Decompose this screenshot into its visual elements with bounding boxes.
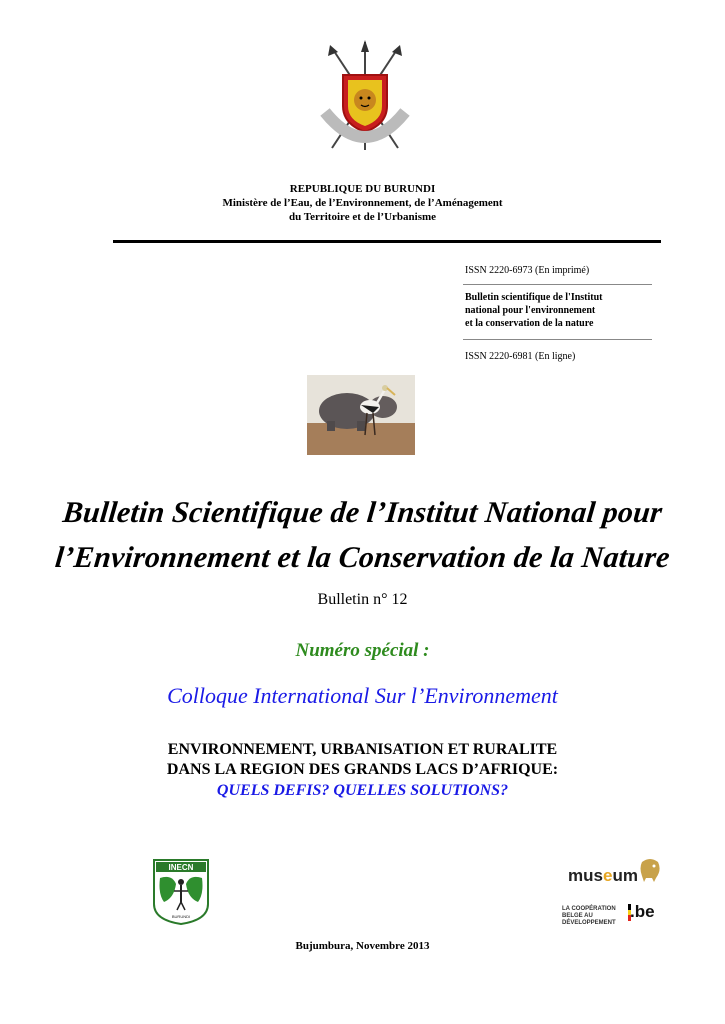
bulletin-description-line: national pour l'environnement [465, 305, 596, 316]
bulletin-title-line1: Bulletin Scientifique de l’Institut National pour [61, 496, 664, 529]
theme-line3: QUELS DEFIS? QUELLES SOLUTIONS? [216, 782, 509, 799]
cooperation-line1: LA COOPÉRATION [562, 906, 616, 912]
online-issn: ISSN 2220-6981 (En ligne) [465, 351, 576, 362]
header-ministry-line1: Ministère de l’Eau, de l’Environnement, de l’Aménagement [222, 197, 503, 209]
museum-dino-icon [640, 858, 662, 882]
bulletin-description [465, 291, 650, 330]
bulletin-title-line2: l’Environnement et la Conservation de la Nature [53, 541, 672, 574]
bulletin-description-line: et la conservation de la nature [465, 318, 594, 329]
inecn-logo-caption: BURUNDI [171, 914, 191, 919]
special-issue-label: Numéro spécial : [295, 640, 430, 661]
print-issn: ISSN 2220-6973 (En imprimé) [465, 265, 590, 276]
museum-logo [568, 858, 662, 888]
header-ministry [0, 182, 725, 224]
hippo-and-stork-photo [307, 375, 415, 455]
inecn-logo [152, 858, 210, 926]
bulletin-number: Bulletin n° 12 [317, 591, 408, 608]
belgian-cooperation-logo [562, 902, 662, 924]
cooperation-line2: BELGE AU DÉVELOPPEMENT [562, 913, 616, 926]
header-republic: REPUBLIQUE DU BURUNDI [289, 183, 436, 195]
inecn-logo-label: INECN [168, 863, 194, 872]
footer-place-date: Bujumbura, Novembre 2013 [295, 940, 430, 952]
issn-divider-bottom [463, 339, 652, 340]
bulletin-description-line: Bulletin scientifique de l'Institut [465, 292, 603, 303]
cooperation-text [562, 906, 628, 927]
be-domain-text: .be [630, 902, 655, 921]
issn-divider-top [463, 284, 652, 285]
museum-text-prefix: mus [568, 866, 603, 885]
theme-line2: DANS LA REGION DES GRANDS LACS D’AFRIQUE: [166, 761, 559, 778]
theme-line1: ENVIRONNEMENT, URBANISATION ET RURALITE [167, 741, 558, 758]
header-ministry-line2: du Territoire et de l’Urbanisme [288, 211, 437, 223]
colloque-title: Colloque International Sur l’Environnement [167, 683, 558, 708]
museum-text-accent: e [602, 866, 613, 885]
header-divider [113, 240, 661, 243]
museum-text-suffix: um [612, 866, 638, 885]
museum-logo-text [568, 866, 638, 886]
burundi-coat-of-arms [310, 40, 420, 160]
